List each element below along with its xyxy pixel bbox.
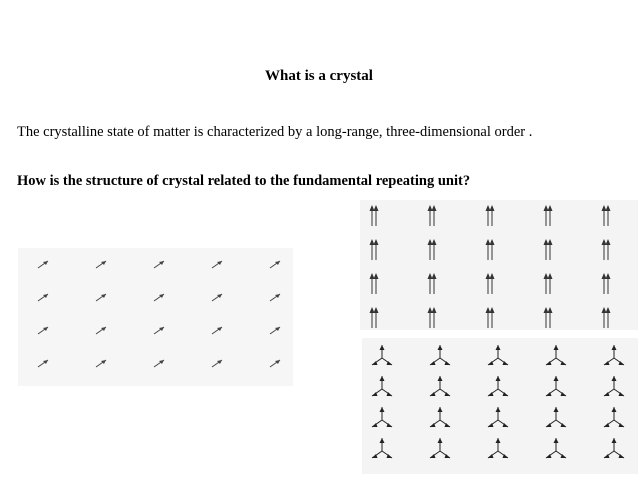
slide-body-text: The crystalline state of matter is characterized by a long-range, three-dimensional order . bbox=[17, 124, 533, 140]
slide-title: What is a crystal bbox=[265, 68, 373, 84]
lattice-single-arrows bbox=[18, 248, 293, 386]
slide-question: How is the structure of crystal related to the fundamental repeating unit? bbox=[17, 173, 471, 189]
lattice-tripod bbox=[362, 338, 638, 474]
lattice-double-arrows bbox=[360, 200, 638, 330]
